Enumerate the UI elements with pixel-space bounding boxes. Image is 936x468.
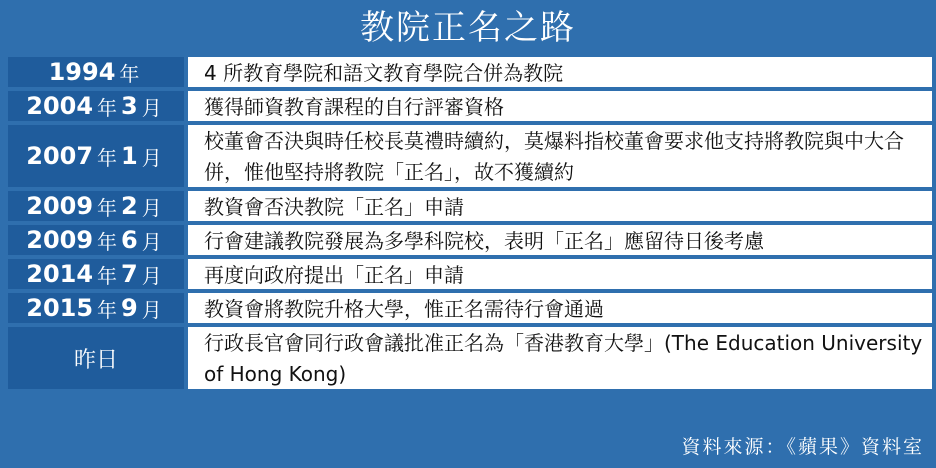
table-row [0,125,936,187]
date-unit: 年 [119,61,140,86]
date-cell [8,225,184,255]
date-month: 9 [121,294,138,322]
date-year: 2015 [26,294,94,322]
event-cell: 行政長官會同行政會議批准正名為「香港教育大學」(The Education University of Hong Kong) [188,327,932,389]
date-unit: 年 [97,263,118,288]
date-unit: 月 [141,229,162,254]
date-year: 1994 [48,58,116,86]
date-month: 7 [121,260,138,288]
event-cell: 再度向政府提出「正名」申請 [188,259,932,289]
date-unit: 月 [141,297,162,322]
date-cell [8,327,184,389]
event-cell: 校董會否決與時任校長莫禮時續約，莫爆料指校董會要求他支持將教院與中大合併，惟他堅持將教院「正名」，故不獲續約 [188,125,932,187]
date-unit: 月 [141,145,162,170]
date-year: 2007 [26,142,94,170]
date-year: 2014 [26,260,94,288]
date-unit: 年 [97,195,118,220]
event-cell: 獲得師資教育課程的自行評審資格 [188,91,932,121]
date-unit: 年 [97,297,118,322]
date-month: 2 [121,192,138,220]
date-cell [8,91,184,121]
date-month: 6 [121,226,138,254]
date-month: 3 [121,92,138,120]
date-unit: 月 [141,263,162,288]
date-unit: 月 [141,95,162,120]
table-row [0,327,936,389]
date-unit: 年 [97,95,118,120]
event-cell: 4 所教育學院和語文教育學院合併為教院 [188,57,932,87]
date-label: 昨日 [73,347,118,373]
date-unit: 月 [141,195,162,220]
timeline-table [0,57,936,393]
date-cell [8,259,184,289]
date-year: 2004 [26,92,94,120]
date-cell [8,191,184,221]
table-row [0,57,936,87]
date-cell [8,125,184,187]
source-credit: 資料來源：《蘋果》資料室 [681,436,924,458]
table-row [0,225,936,255]
event-cell: 行會建議教院發展為多學科院校，表明「正名」應留待日後考慮 [188,225,932,255]
date-unit: 年 [97,145,118,170]
event-cell: 教資會將教院升格大學，惟正名需待行會通過 [188,293,932,323]
table-row [0,191,936,221]
infographic-title: 教院正名之路 [360,8,576,48]
table-row [0,293,936,323]
table-row [0,259,936,289]
date-unit: 年 [97,229,118,254]
event-cell: 教資會否決教院「正名」申請 [188,191,932,221]
date-year: 2009 [26,192,94,220]
date-month: 1 [121,142,138,170]
table-row [0,91,936,121]
date-year: 2009 [26,226,94,254]
date-cell [8,293,184,323]
date-cell [8,57,184,87]
